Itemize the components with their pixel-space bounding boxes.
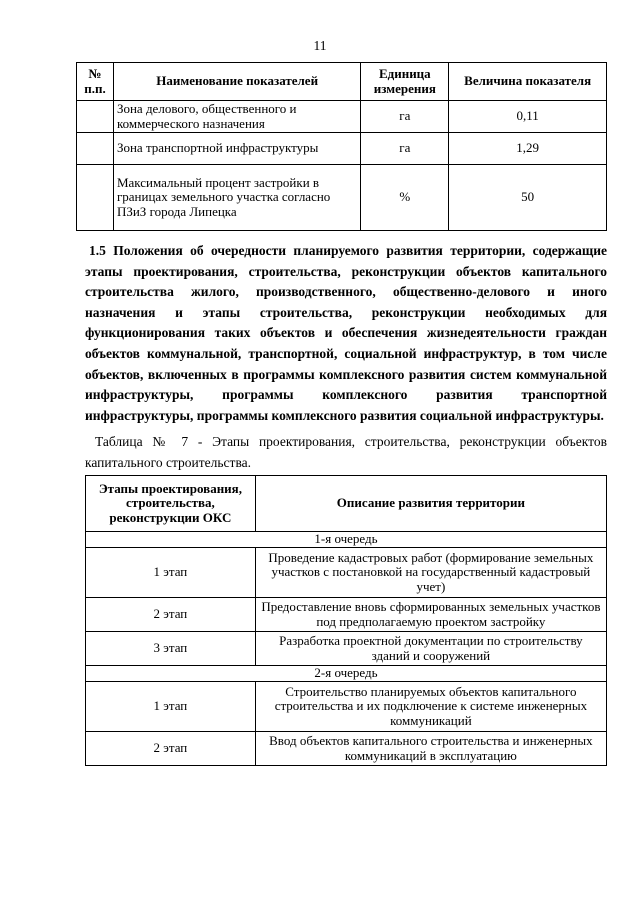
queue-label: 1-я очередь bbox=[86, 532, 607, 548]
stage-label: 1 этап bbox=[86, 682, 256, 732]
indicator-unit: % bbox=[361, 165, 449, 231]
page-number: 11 bbox=[313, 38, 327, 53]
table-row bbox=[77, 133, 607, 165]
indicator-unit: га bbox=[361, 101, 449, 133]
table-header-row bbox=[77, 63, 607, 101]
stage-description: Предоставление вновь сформированных земельных участков под предполагаемую проектом застройку bbox=[255, 598, 606, 632]
stage-label: 3 этап bbox=[86, 632, 256, 666]
indicator-name: Зона делового, общественного и коммерческого назначения bbox=[113, 101, 360, 133]
stage-description: Проведение кадастровых работ (формирование земельных участков с постановкой на государственный кадастровый учет) bbox=[255, 548, 606, 598]
table-row bbox=[86, 598, 607, 632]
indicators-table bbox=[76, 62, 607, 231]
indicator-unit: га bbox=[361, 133, 449, 165]
table-row bbox=[86, 632, 607, 666]
header-stages: Этапы проектирования, строительства, реконструкции ОКС bbox=[86, 476, 256, 532]
queue-row bbox=[86, 532, 607, 548]
header-number: № п.п. bbox=[77, 63, 114, 101]
row-number bbox=[77, 133, 114, 165]
header-description: Описание развития территории bbox=[255, 476, 606, 532]
table-caption: Таблица № 7 - Этапы проектирования, строительства, реконструкции объектов капитального строительства. bbox=[85, 434, 607, 470]
indicator-value: 1,29 bbox=[449, 133, 607, 165]
table-row bbox=[86, 682, 607, 732]
table-row bbox=[86, 732, 607, 766]
indicator-name: Зона транспортной инфраструктуры bbox=[113, 133, 360, 165]
header-indicator-name: Наименование показателей bbox=[113, 63, 360, 101]
stage-description: Ввод объектов капитального строительства и инженерных коммуникаций в эксплуатацию bbox=[255, 732, 606, 766]
table-row bbox=[86, 548, 607, 598]
indicator-name: Максимальный процент застройки в границах земельного участка согласно ПЗиЗ города Липецка bbox=[113, 165, 360, 231]
table-header-row bbox=[86, 476, 607, 532]
stages-table bbox=[85, 475, 607, 766]
section-heading: 1.5 Положения об очередности планируемого развития территории, содержащие этапы проектирования, строительства, реконструкции объектов капитального строительства жилого, производственного, общественно-делового и иного назначения и этапы строительства, реконструкции необходимых для функционирования таких объектов и обеспечения жизнедеятельности граждан объектов коммунальной, транспортной, социальной инфраструктур, в том числе объектов, включенных в программы комплексного развития систем коммунальной инфраструктуры, программы комплексного развития транспортной инфраструктуры, программы комплексного развития социальной инфраструктуры. bbox=[85, 243, 607, 423]
stage-label: 2 этап bbox=[86, 732, 256, 766]
row-number bbox=[77, 165, 114, 231]
stage-label: 1 этап bbox=[86, 548, 256, 598]
indicator-value: 50 bbox=[449, 165, 607, 231]
table-row bbox=[77, 101, 607, 133]
indicator-value: 0,11 bbox=[449, 101, 607, 133]
queue-row bbox=[86, 666, 607, 682]
row-number bbox=[77, 101, 114, 133]
stage-description: Разработка проектной документации по строительству зданий и сооружений bbox=[255, 632, 606, 666]
stage-label: 2 этап bbox=[86, 598, 256, 632]
header-value: Величина показателя bbox=[449, 63, 607, 101]
stage-description: Строительство планируемых объектов капитального строительства и их подключение к системе инженерных коммуникаций bbox=[255, 682, 606, 732]
table-row bbox=[77, 165, 607, 231]
queue-label: 2-я очередь bbox=[86, 666, 607, 682]
header-unit: Единица измерения bbox=[361, 63, 449, 101]
